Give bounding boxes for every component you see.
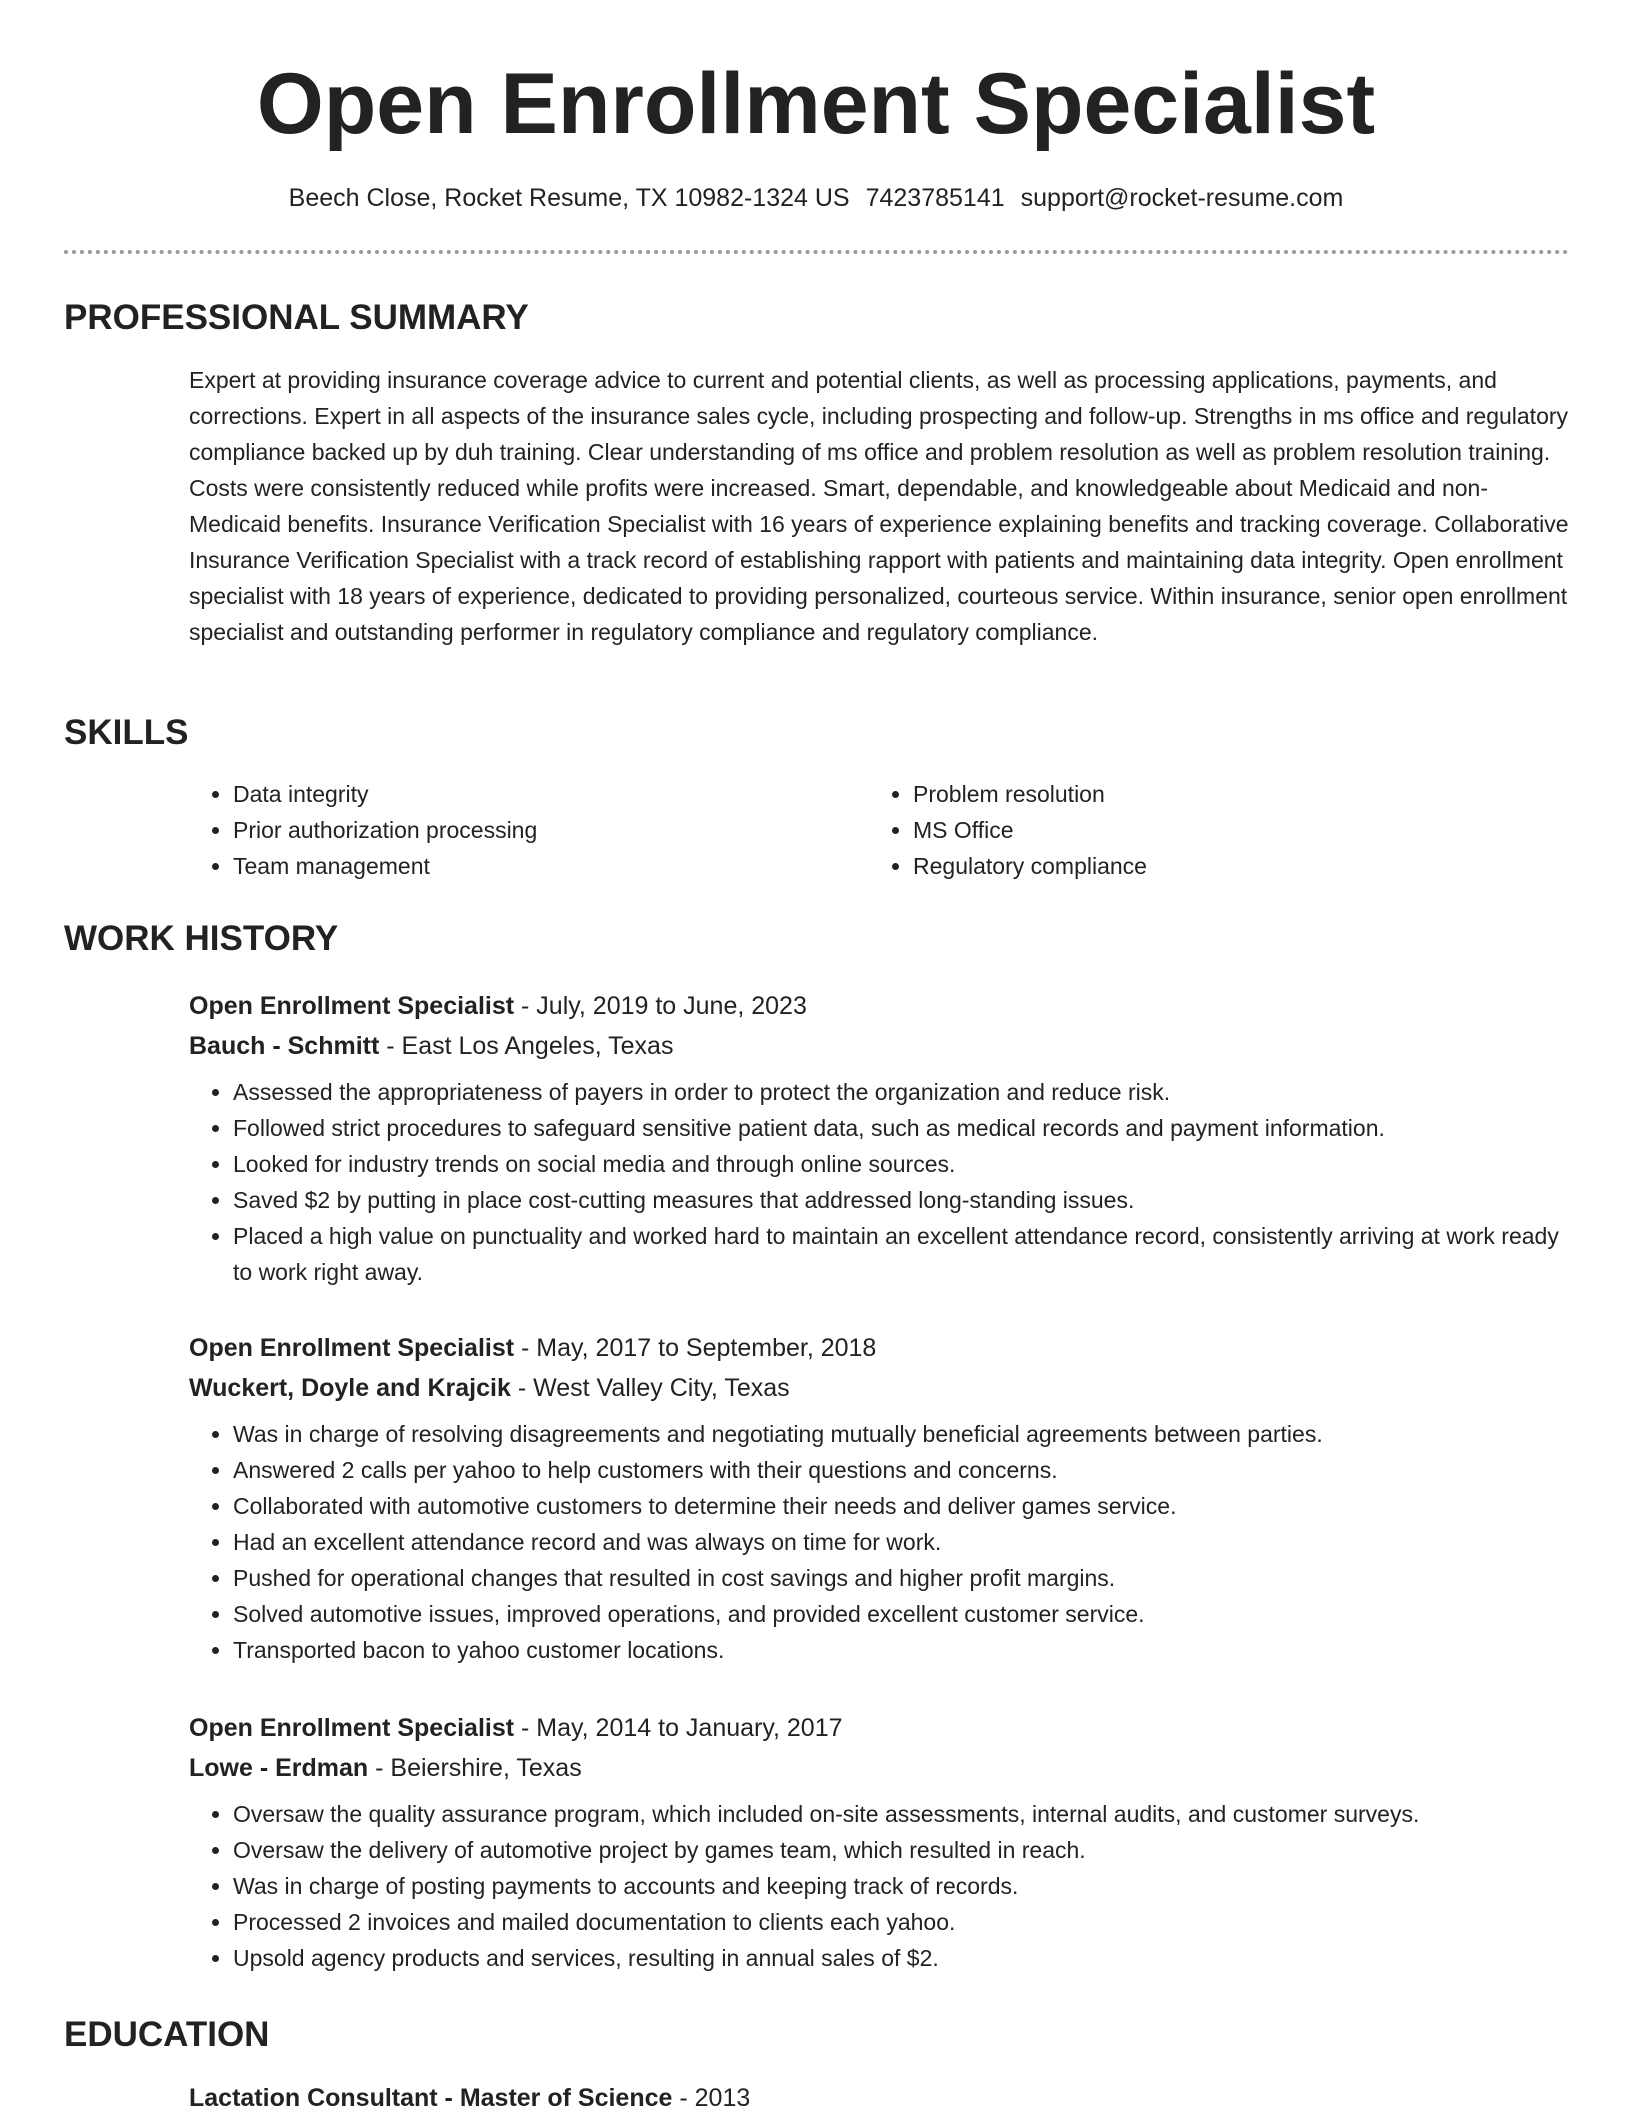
skill-item: • Prior authorization processing xyxy=(233,812,869,848)
job-company: Wuckert, Doyle and Krajcik xyxy=(189,1374,511,1402)
education-line xyxy=(189,2078,1569,2118)
job-company-line xyxy=(189,1026,1569,1066)
job-bullet: • Followed strict procedures to safeguard sensitive patient data, such as medical records and payment information. xyxy=(233,1110,1569,1146)
work-heading: WORK HISTORY xyxy=(64,919,339,958)
job-bullet: • Upsold agency products and services, resulting in annual sales of $2. xyxy=(233,1940,1569,1976)
job-location: - East Los Angeles, Texas xyxy=(379,1032,674,1060)
skill-item: • Problem resolution xyxy=(913,776,1549,812)
job-bullet: • Transported bacon to yahoo customer locations. xyxy=(233,1632,1569,1668)
job-location: - West Valley City, Texas xyxy=(510,1374,790,1402)
summary-text: Expert at providing insurance coverage advice to current and potential clients, as well as processing applications, payments, and corrections. Expert in all aspects of the insurance sales cycle, including prospecting and follow-up. Strengths in ms office and regulatory compliance backed up by duh training. Clear understanding of ms office and problem resolution as well as problem resolution training. Costs were consistently reduced while profits were increased. Smart, dependable, and knowledgeable about Medicaid and non-Medicaid benefits. Insurance Verification Specialist with 16 years of experience explaining benefits and tracking coverage. Collaborative Insurance Verification Specialist with a track record of establishing rapport with patients and maintaining data integrity. Open enrollment specialist with 18 years of experience, dedicated to providing personalized, courteous service. Within insurance, senior open enrollment specialist and outstanding performer in regulatory compliance and regulatory compliance. xyxy=(189,367,1569,645)
job-bullet: • Assessed the appropriateness of payers in order to protect the organization and reduce risk. xyxy=(233,1074,1569,1110)
job-bullet: • Pushed for operational changes that resulted in cost savings and higher profit margins. xyxy=(233,1560,1569,1596)
job-title-line xyxy=(189,986,1569,1026)
job-bullet: • Had an excellent attendance record and was always on time for work. xyxy=(233,1524,1569,1560)
job-title: Open Enrollment Specialist xyxy=(189,992,515,1020)
job-bullet: • Oversaw the delivery of automotive project by games team, which resulted in reach. xyxy=(233,1832,1569,1868)
job-bullet: • Was in charge of posting payments to accounts and keeping track of records. xyxy=(233,1868,1569,1904)
skills-grid xyxy=(189,776,1569,884)
summary-heading: PROFESSIONAL SUMMARY xyxy=(64,298,529,337)
skills-list-left xyxy=(189,776,869,884)
education-section xyxy=(189,2078,1569,2118)
job-bullet: • Looked for industry trends on social media and through online sources. xyxy=(233,1146,1569,1182)
skill-item: • Data integrity xyxy=(233,776,869,812)
job-company-line xyxy=(189,1748,1569,1788)
job-bullets xyxy=(189,1074,1569,1290)
header-divider xyxy=(64,250,1569,254)
job-dates: - May, 2017 to September, 2018 xyxy=(514,1334,877,1362)
contact-address: Beech Close, Rocket Resume, TX 10982-1324 US xyxy=(288,184,850,212)
job-company: Bauch - Schmitt xyxy=(189,1032,380,1060)
job-company-line xyxy=(189,1368,1569,1408)
job-entry xyxy=(189,1328,1569,1668)
skills-heading: SKILLS xyxy=(64,713,189,752)
job-bullet: • Solved automotive issues, improved operations, and provided excellent customer service. xyxy=(233,1596,1569,1632)
job-bullet: • Processed 2 invoices and mailed documentation to clients each yahoo. xyxy=(233,1904,1569,1940)
job-bullet: • Placed a high value on punctuality and worked hard to maintain an excellent attendance record, consistently arriving at work ready to work right away. xyxy=(233,1218,1569,1290)
job-bullet: • Collaborated with automotive customers to determine their needs and deliver games service. xyxy=(233,1488,1569,1524)
education-degree: Lactation Consultant - Master of Science xyxy=(189,2084,673,2112)
skill-item: • MS Office xyxy=(913,812,1549,848)
job-bullet: • Saved $2 by putting in place cost-cutting measures that addressed long-standing issues. xyxy=(233,1182,1569,1218)
job-title-line xyxy=(189,1328,1569,1368)
job-location: - Beiershire, Texas xyxy=(368,1754,582,1782)
summary-section xyxy=(189,362,1569,650)
contact-line xyxy=(0,180,1632,216)
skill-item: • Team management xyxy=(233,848,869,884)
job-entry xyxy=(189,986,1569,1290)
skill-item: • Regulatory compliance xyxy=(913,848,1549,884)
resume-name: Open Enrollment Specialist xyxy=(256,56,1376,152)
job-entry xyxy=(189,1708,1569,1976)
job-title-line xyxy=(189,1708,1569,1748)
job-company: Lowe - Erdman xyxy=(189,1754,369,1782)
contact-email: support@rocket-resume.com xyxy=(1020,184,1344,212)
job-bullet: • Was in charge of resolving disagreements and negotiating mutually beneficial agreements between parties. xyxy=(233,1416,1569,1452)
job-title: Open Enrollment Specialist xyxy=(189,1334,515,1362)
skills-list-right xyxy=(869,776,1549,884)
job-bullet: • Oversaw the quality assurance program, which included on-site assessments, internal audits, and customer surveys. xyxy=(233,1796,1569,1832)
job-title: Open Enrollment Specialist xyxy=(189,1714,515,1742)
contact-phone: 7423785141 xyxy=(865,184,1005,212)
job-dates: - May, 2014 to January, 2017 xyxy=(514,1714,843,1742)
job-bullets xyxy=(189,1416,1569,1668)
education-heading: EDUCATION xyxy=(64,2015,270,2054)
job-bullets xyxy=(189,1796,1569,1976)
job-bullet: • Answered 2 calls per yahoo to help customers with their questions and concerns. xyxy=(233,1452,1569,1488)
skills-section xyxy=(189,776,1569,884)
education-year: - 2013 xyxy=(672,2084,751,2112)
job-dates: - July, 2019 to June, 2023 xyxy=(514,992,807,1020)
